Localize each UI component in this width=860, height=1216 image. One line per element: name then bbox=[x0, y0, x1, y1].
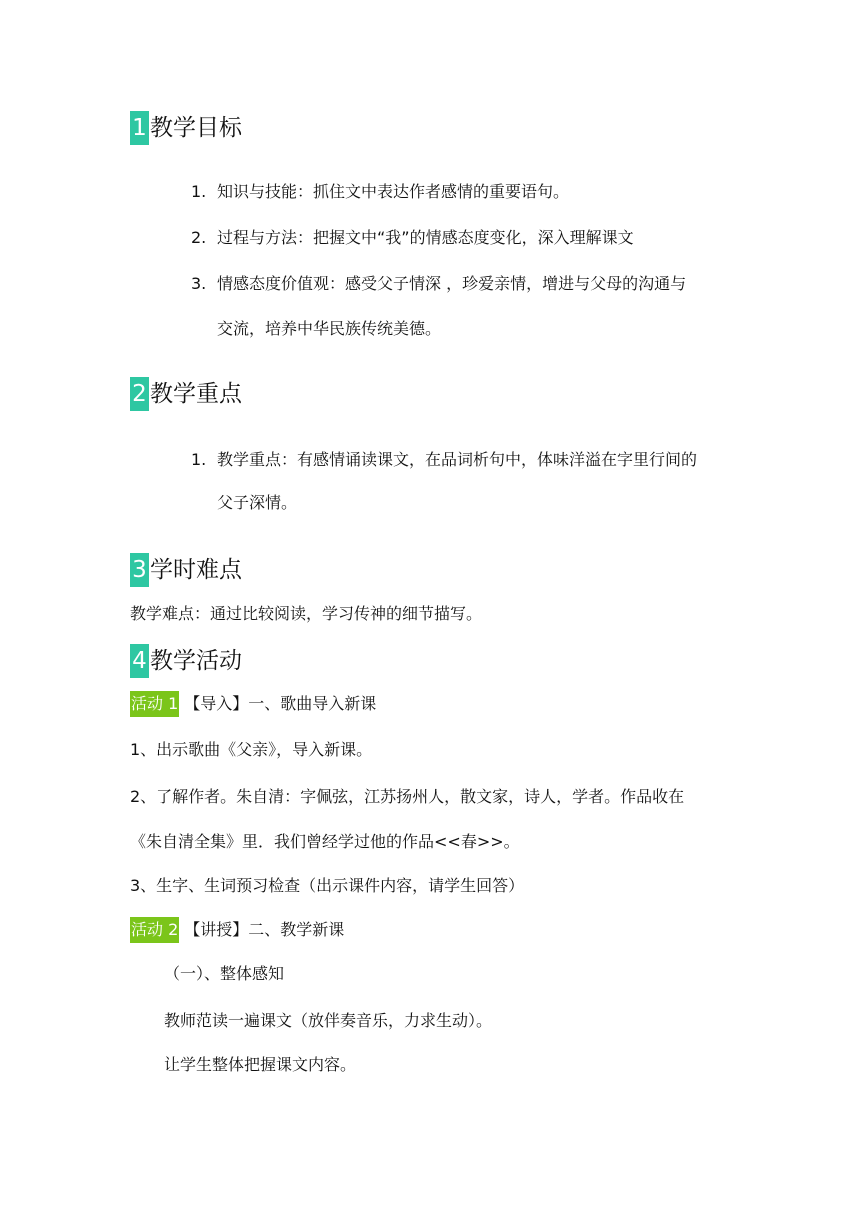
section-number: 1 bbox=[130, 111, 149, 145]
difficulty-text: 教学难点：通过比较阅读，学习传神的细节描写。 bbox=[130, 604, 483, 623]
section-heading-objectives bbox=[130, 111, 242, 145]
paragraph-line: 2、了解作者。朱自清：字佩弦，江苏扬州人，散文家，诗人，学者。作品收在 bbox=[130, 787, 685, 806]
section-number: 3 bbox=[130, 553, 149, 587]
section-heading-key-points bbox=[130, 377, 242, 411]
activity-heading-2 bbox=[130, 917, 344, 943]
paragraph-line: 让学生整体把握课文内容。 bbox=[164, 1055, 357, 1074]
section-number: 4 bbox=[130, 644, 149, 678]
list-number: 1. bbox=[191, 182, 207, 201]
paragraph-line: 教师范读一遍课文（放伴奏音乐，力求生动）。 bbox=[164, 1011, 493, 1030]
list-item: 过程与方法：把握文中“我”的情感态度变化，深入理解课文 bbox=[217, 228, 634, 247]
section-title: 教学重点 bbox=[150, 381, 242, 407]
paragraph-line: 1、出示歌曲《父亲》，导入新课。 bbox=[130, 740, 373, 759]
activity-badge: 活动 1 bbox=[130, 691, 179, 717]
section-heading-difficulty bbox=[130, 553, 242, 587]
activity-heading-1 bbox=[130, 691, 376, 717]
list-item: 教学重点：有感情诵读课文，在品词析句中，体味洋溢在字里行间的 bbox=[217, 450, 698, 469]
section-heading-activities bbox=[130, 644, 242, 678]
activity-title: 【导入】一、歌曲导入新课 bbox=[184, 694, 377, 713]
list-item: 情感态度价值观：感受父子情深 ，珍爱亲情，增进与父母的沟通与 bbox=[217, 274, 687, 293]
section-title: 学时难点 bbox=[150, 557, 242, 583]
section-number: 2 bbox=[130, 377, 149, 411]
paragraph-line: 《朱自清全集》里．我们曾经学过他的作品<<春>>。 bbox=[130, 832, 520, 851]
activity-badge: 活动 2 bbox=[130, 917, 179, 943]
list-item-continuation: 父子深情。 bbox=[217, 493, 298, 512]
subsection-heading: （一）、整体感知 bbox=[164, 964, 285, 983]
paragraph-line: 3、生字、生词预习检查（出示课件内容，请学生回答） bbox=[130, 876, 525, 895]
list-number: 3. bbox=[191, 274, 207, 293]
list-number: 1. bbox=[191, 450, 207, 469]
section-title: 教学活动 bbox=[150, 648, 242, 674]
list-number: 2. bbox=[191, 228, 207, 247]
section-title: 教学目标 bbox=[150, 115, 242, 141]
list-item: 知识与技能：抓住文中表达作者感情的重要语句。 bbox=[217, 182, 570, 201]
list-item-continuation: 交流，培养中华民族传统美德。 bbox=[217, 319, 442, 338]
activity-title: 【讲授】二、教学新课 bbox=[184, 920, 345, 939]
